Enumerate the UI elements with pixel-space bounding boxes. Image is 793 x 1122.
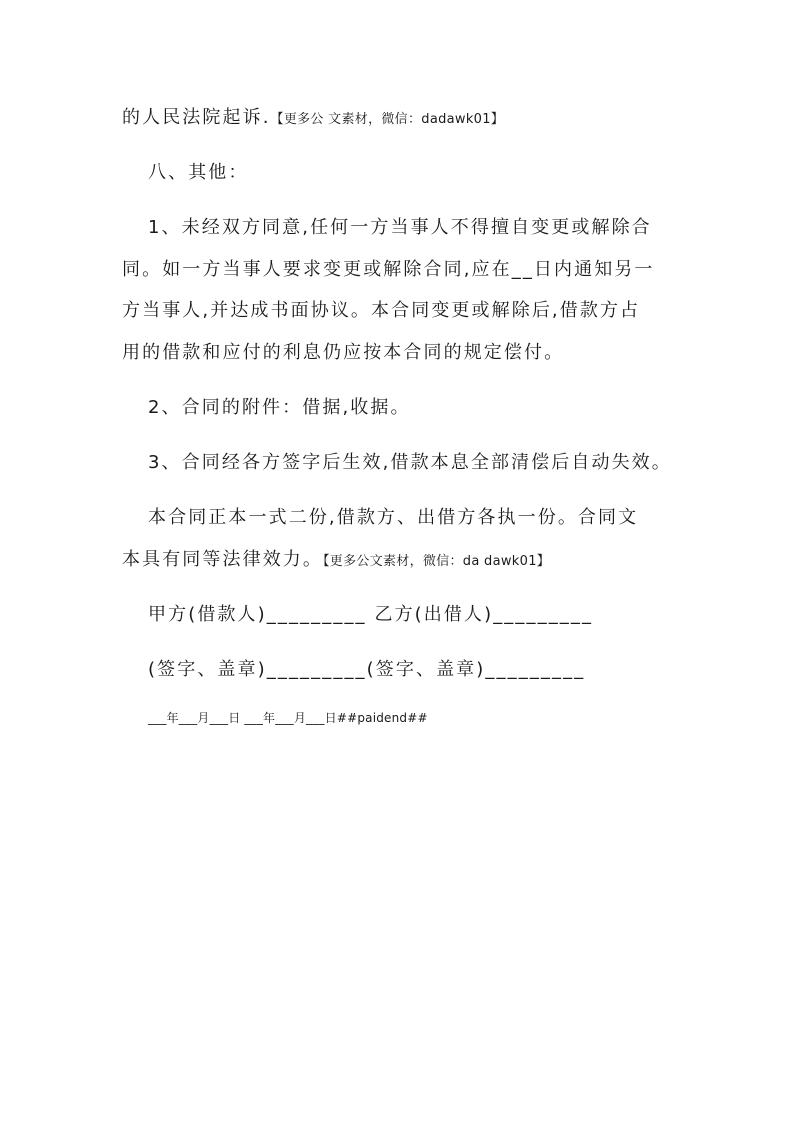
party-signature-line [148,603,593,627]
line-text: 方当事人,并达成书面协议。本合同变更或解除后,借款方占 [122,300,641,321]
clause-3 [148,451,672,475]
copies-line-1 [148,506,638,530]
line-text: 本合同正本一式二份,借款方、出借方各执一份。合同文 [148,507,639,528]
heading-text: 八、其他： [148,162,249,183]
line-text: 2、合同的附件：借据,收据。 [148,397,411,418]
watermark-note: 【更多公 文素材，微信：dadawk01】 [270,112,505,127]
line-text: (签字、盖章)_________(签字、盖章)_________ [148,659,586,680]
paragraph-line-court [122,106,504,132]
line-text: 同。如一方当事人要求变更或解除合同,应在__日内通知另一 [122,259,655,280]
line-text: 的人民法院起诉. [122,107,271,128]
line-text: 1、未经双方同意,任何一方当事人不得擅自变更或解除合 [148,217,652,238]
line-text: 3、合同经各方签字后生效,借款本息全部清偿后自动失效。 [148,452,672,473]
watermark-note: 【更多公文素材，微信：da dawk01】 [323,554,551,569]
line-text: ___年___月___日 ___年___月___日##paidend## [148,711,428,725]
clause-1-line-3 [122,299,640,323]
clause-1-line-2 [122,258,655,282]
line-text: 甲方(借款人)_________ 乙方(出借人)_________ [148,604,594,625]
seal-signature-line [148,658,585,682]
section-heading-other [148,161,249,185]
clause-1-line-4 [122,341,564,365]
line-text: 本具有同等法律效力。 [122,549,323,570]
line-text: 用的借款和应付的利息仍应按本合同的规定偿付。 [122,342,565,363]
clause-2 [148,396,411,420]
date-line [148,706,428,730]
copies-line-2 [122,548,550,574]
clause-1-line-1 [148,216,652,240]
